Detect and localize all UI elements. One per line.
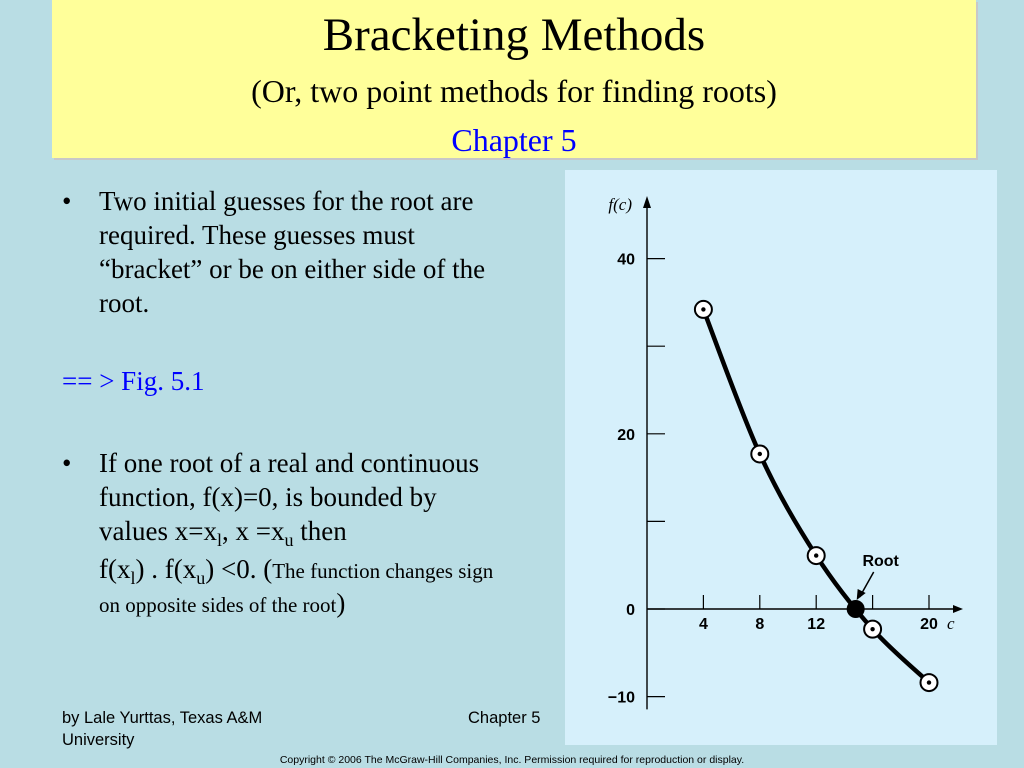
- title-box: [52, 0, 976, 158]
- data-point-center: [814, 553, 818, 557]
- figure-panel: [565, 170, 997, 745]
- sign-change-note: The function changes sign on opposite sides of the root: [99, 559, 494, 617]
- closing-paren: ): [336, 588, 346, 618]
- data-point-center: [870, 627, 874, 631]
- footer-author: by Lale Yurttas, Texas A&M University: [62, 709, 263, 749]
- inequality-part1: f(x: [99, 554, 131, 584]
- y-tick-label: 20: [617, 426, 635, 444]
- bullet-marker: •: [62, 186, 72, 216]
- y-tick-label: −10: [607, 689, 635, 707]
- root-chart: [565, 170, 997, 745]
- x-tick-label: 12: [807, 616, 826, 633]
- bullet-marker: •: [62, 448, 72, 478]
- data-point-center: [701, 307, 705, 311]
- root-point: [847, 600, 865, 618]
- subscript-u: u: [196, 568, 206, 588]
- y-axis-arrow: [643, 196, 651, 208]
- subscript-u: u: [284, 530, 294, 550]
- subscript-l: l: [216, 530, 222, 550]
- y-tick-label: 40: [617, 251, 635, 269]
- x-tick-label: 20: [920, 616, 938, 633]
- slide-title: Bracketing Methods: [322, 9, 706, 61]
- inequality-line: [99, 552, 499, 620]
- slide-subtitle: (Or, two point methods for finding roots): [251, 73, 777, 109]
- x-axis-arrow: [953, 605, 963, 613]
- bullet-one-text: Two initial guesses for the root are required. These guesses must “bracket” or be on either side of the root.: [99, 186, 486, 318]
- bullet-two-line1: If one root of a real and continuous function, f(x)=0, is bounded by values x=x: [99, 448, 480, 546]
- y-axis-label: f(c): [608, 195, 632, 214]
- footer-chapter: Chapter 5: [468, 709, 541, 727]
- x-tick-label: 8: [755, 616, 765, 633]
- root-pointer-arrowhead: [857, 589, 866, 600]
- figure-reference-link[interactable]: == > Fig. 5.1: [62, 366, 205, 396]
- data-point-center: [758, 452, 762, 456]
- data-point-center: [927, 680, 931, 684]
- x-tick-label: 4: [698, 616, 708, 633]
- x-axis-label: c: [947, 614, 955, 633]
- y-tick-label: 0: [626, 602, 635, 619]
- slide-chapter: Chapter 5: [451, 122, 577, 158]
- bullet-two-text: [99, 446, 499, 620]
- inequality-part3: ) <0. (: [205, 554, 273, 584]
- inequality-part2: ) . f(x: [135, 554, 197, 584]
- root-label: Root: [862, 553, 899, 570]
- bullet-two-comma: , x =x: [221, 516, 285, 546]
- bullet-two-then: then: [293, 516, 347, 546]
- subscript-l: l: [130, 568, 136, 588]
- copyright-notice: Copyright © 2006 The McGraw-Hill Companies, Inc. Permission required for reproduction or display.: [279, 754, 745, 766]
